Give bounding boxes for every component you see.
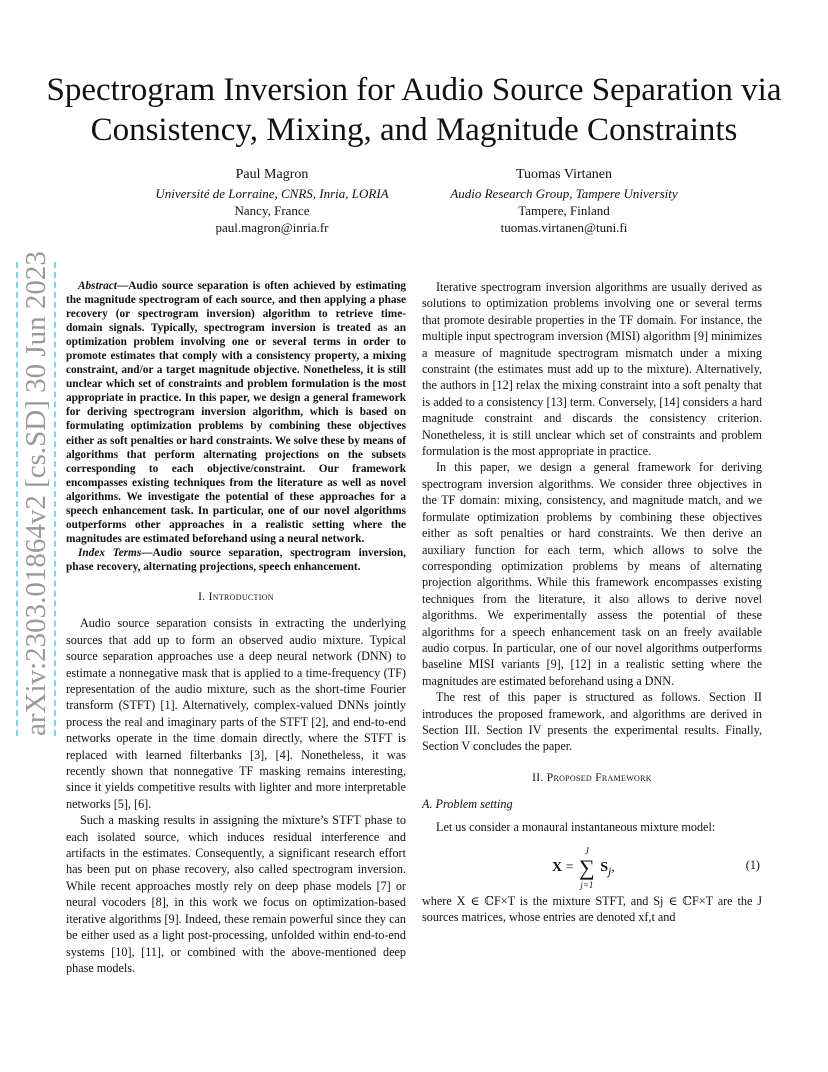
intro-paragraph-4: In this paper, we design a general framework for deriving spectrogram inversion algorithms. We consider three objectives in the TF domain: mixing, consistency, and magnitude match, and we formulate optimization problems by combining these objectives either as soft penalties or hard constraints. We then derive an auxiliary function for each term, which allows to solve the corresponding optimization problems by means of alternating projection algorithms. While this framework encompasses existing techniques from the literature, it also allows to derive novel algorithms. We experimentally assess the potential of these algorithms for a speech enhancement task on an freely available audio corpus. In particular, one of our novel algorithms outperforms baseline MISI variants [9], [12] in a realistic setting where the magnitudes are estimated beforehand using a DNN. <box>422 460 762 688</box>
equation-number: (1) <box>745 858 760 872</box>
abstract-lead: Abstract <box>78 280 117 292</box>
section-heading-framework: II. Proposed Framework <box>532 771 652 784</box>
author-name: Paul Magron <box>235 167 309 182</box>
author-affiliation: Université de Lorraine, CNRS, Inria, LORIA <box>155 186 389 201</box>
abstract <box>66 279 406 546</box>
paper-title: Spectrogram Inversion for Audio Source Separation via Consistency, Mixing, and Magnitude Constraints <box>46 72 782 148</box>
framework-intro: Let us consider a monaural instantaneous mixture model: <box>436 819 716 834</box>
arxiv-identifier: arXiv:2303.01864v2 [cs.SD] 30 Jun 2023 <box>16 262 56 736</box>
framework-after-equation: where X ∈ ℂF×T is the mixture STFT, and Sj ∈ ℂF×T are the J sources matrices, whose entries are denoted xf,t and <box>422 894 762 925</box>
author-affiliation: Audio Research Group, Tampere University <box>450 186 678 201</box>
author-block-1 <box>122 166 422 236</box>
index-terms <box>66 546 406 574</box>
author-email: paul.magron@inria.fr <box>215 220 329 235</box>
abstract-text: —Audio source separation is often achieved by estimating the magnitude spectrogram of each source, and then applying a phase recovery (or spectrogram inversion) algorithm to retrieve time-domain signals. Typically, spectrogram inversion is treated as an optimization problem involving one or several terms in order to promote estimates that comply with a consistency property, a mixing constraint, and/or a target magnitude objective. Nonetheless, it is still unclear which set of constraints and problem formulation is the most appropriate in practice. In this paper, we design a general framework for deriving spectrogram inversion algorithm, which is based on formulating optimization problems by combining these objectives either as soft penalties or hard constraints. We solve these by means of algorithms that perform alternating projections on the subsets corresponding to each objective/constraint. Our framework encompasses existing techniques from the literature as well as novel algorithms. We investigate the potential of these approaches for a speech enhancement task. In particular, one of our novel algorithms outperforms other approaches in a realistic setting where the magnitudes are estimated beforehand using a neural network. <box>66 280 406 545</box>
section-heading-introduction: I. Introduction <box>198 590 274 603</box>
index-terms-text: —Audio source separation, spectrogram inversion, phase recovery, alternating projections, speech enhancement. <box>66 546 407 573</box>
intro-paragraph-1: Audio source separation consists in extracting the underlying sources that add up to form an observed audio mixture. Typical source separation approaches use a deep neural network (DNN) to estimate a nonnegative mask that is applied to a time-frequency (TF) representation of the audio mixture, such as the short-time Fourier transform (STFT) [1]. Alternatively, complex-valued DNNs jointly process the real and imaginary parts of the STFT [2], and end-to-end networks operate in the time domain directly, where the STFT is replaced with learned filterbanks [3], [4]. Nonetheless, it was recently shown that nonnegative TF masking remains interesting, since it yields competitive results with lighter and more interpretable networks [5], [6]. <box>66 616 406 811</box>
intro-paragraph-3: Iterative spectrogram inversion algorithms are usually derived as solutions to optimization problems involving one or several terms that promote desirable properties in the TF domain. For instance, the multiple input spectrogram inversion (MISI) algorithm [9] minimizes a measure of magnitude spectrogram mismatch under a mixing constraint (the estimates must add up to the mixture). Alternatively, the authors in [12] relax the mixing constraint into a soft penalty that is added to a consistency [13] term. Conversely, [14] considers a hard magnitude constraint and discards the consistency criterion. Nonetheless, it is still unclear which set of constraints and problem formulation is the most appropriate in practice. <box>422 280 762 459</box>
subsection-heading-problem-setting: A. Problem setting <box>422 797 513 812</box>
intro-paragraph-5: The rest of this paper is structured as follows. Section II introduces the proposed framework, and algorithms are derived in Section III. Section IV presents the experimental results. Finally, Section V concludes the paper. <box>422 690 762 754</box>
equation-body: X = J ∑ j=1 $S_j$, <box>552 846 615 890</box>
equation-1 <box>422 839 762 891</box>
right-column <box>422 279 762 926</box>
author-email: tuomas.virtanen@tuni.fi <box>500 220 628 235</box>
left-column <box>66 279 406 976</box>
author-block-2 <box>414 166 714 236</box>
author-location: Nancy, France <box>234 203 310 218</box>
author-location: Tampere, Finland <box>518 203 610 218</box>
index-terms-lead: Index Terms <box>78 546 142 559</box>
intro-paragraph-2: Such a masking results in assigning the mixture’s STFT phase to each isolated source, which induces residual interference and artifacts in the estimates. Consequently, a significant research effort has been put on phase recovery, also called spectrogram inversion. While recent approaches mostly rely on deep phase models [7] or neural vocoders [8], in this work we focus on optimization-based iterative algorithms [9]. Indeed, these remain powerful since they can be either used as a light post-processing, unfolded within end-to-end systems [10], [11], or combined with the above-mentioned deep phase models. <box>66 813 406 975</box>
author-name: Tuomas Virtanen <box>516 167 612 182</box>
